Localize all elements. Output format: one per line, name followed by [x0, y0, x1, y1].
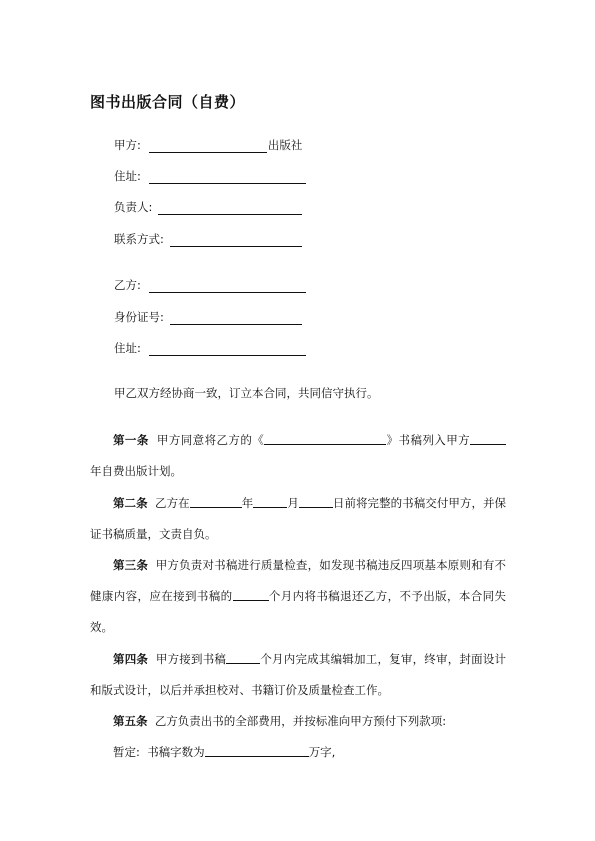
article-1-text-3: 年自费出版计划。: [90, 464, 182, 478]
party-a-row: [114, 137, 302, 153]
article-4: [90, 644, 506, 706]
party-a-contact-label: 联系方式:: [114, 232, 164, 246]
party-a-label: 甲方:: [114, 138, 141, 152]
party-a-representative-label: 负责人:: [114, 200, 153, 214]
article-1-text-2: 》书稿列入甲方: [386, 433, 471, 447]
delivery-day-blank[interactable]: [299, 496, 333, 508]
party-b-name-blank[interactable]: [149, 280, 306, 293]
article-5: [90, 706, 506, 737]
party-b-row: [114, 277, 307, 293]
article-5-label: 第五条: [113, 714, 148, 728]
article-2-text-2: 年: [241, 496, 254, 510]
word-count-blank[interactable]: [205, 745, 309, 757]
article-3-label: 第三条: [113, 558, 149, 572]
party-b-id-row: [114, 309, 303, 325]
delivery-year-blank[interactable]: [190, 496, 242, 508]
estimate-label: 暂定:: [113, 745, 140, 759]
party-b-id-label: 身份证号:: [114, 310, 164, 324]
article-2-text-3: 月: [287, 496, 299, 510]
estimate-text-1: 书稿字数为: [147, 745, 205, 759]
return-months-blank[interactable]: [233, 589, 269, 601]
article-3-text-2: 个月内将书稿退还乙方，不予出版，本合同失效。: [90, 589, 506, 634]
editing-months-blank[interactable]: [226, 652, 260, 664]
article-3-text-1: 甲方负责对书稿进行质量检查，如发现书稿违反四项基本原则和有不健康内容，应在接到书稿的: [90, 558, 507, 603]
article-4-text-1: 甲方接到书稿: [155, 652, 227, 666]
party-a-name-blank[interactable]: [149, 140, 267, 153]
party-a-address-label: 住址:: [114, 169, 141, 183]
party-b-address-row: [114, 340, 307, 356]
party-b-address-label: 住址:: [114, 341, 141, 355]
party-a-contact-blank[interactable]: [170, 234, 302, 247]
article-1: [90, 425, 506, 487]
party-a-suffix: 出版社: [267, 138, 303, 152]
estimate-text-2: 万字,: [308, 745, 336, 759]
intro-text: 甲乙双方经协商一致，订立本合同，共同信守执行。: [114, 386, 379, 400]
party-b-id-blank[interactable]: [170, 312, 302, 325]
estimate-line: [90, 737, 506, 768]
article-2-text-1: 乙方在: [155, 496, 190, 510]
party-b-label: 乙方:: [114, 278, 141, 292]
article-4-text-2: 个月内完成其编辑加工，复审，终审，封面设计和版式设计，以后并承担校对、书籍订价及质量检查工作。: [90, 652, 507, 697]
article-2-text-4: 日前将完整的书稿交付甲方，并保证书稿质量，文责自负。: [90, 496, 507, 541]
party-a-contact-row: [114, 231, 303, 247]
article-4-label: 第四条: [113, 652, 149, 666]
article-2: [90, 488, 506, 550]
article-3: [90, 550, 506, 643]
party-a-address-row: [114, 168, 307, 184]
party-b-address-blank[interactable]: [149, 343, 306, 356]
article-1-text-1: 甲方同意将乙方的《: [156, 433, 265, 447]
plan-year-blank[interactable]: [470, 433, 506, 445]
article-2-label: 第二条: [113, 496, 148, 510]
article-5-text-1: 乙方负责出书的全部费用，并按标准向甲方预付下列款项:: [154, 714, 447, 728]
party-a-representative-blank[interactable]: [158, 202, 302, 215]
book-title-blank[interactable]: [264, 433, 386, 445]
article-1-label: 第一条: [113, 433, 149, 447]
delivery-month-blank[interactable]: [253, 496, 287, 508]
party-a-address-blank[interactable]: [149, 171, 306, 184]
party-a-representative-row: [114, 199, 303, 215]
contract-title: 图书出版合同（自费）: [90, 93, 246, 111]
